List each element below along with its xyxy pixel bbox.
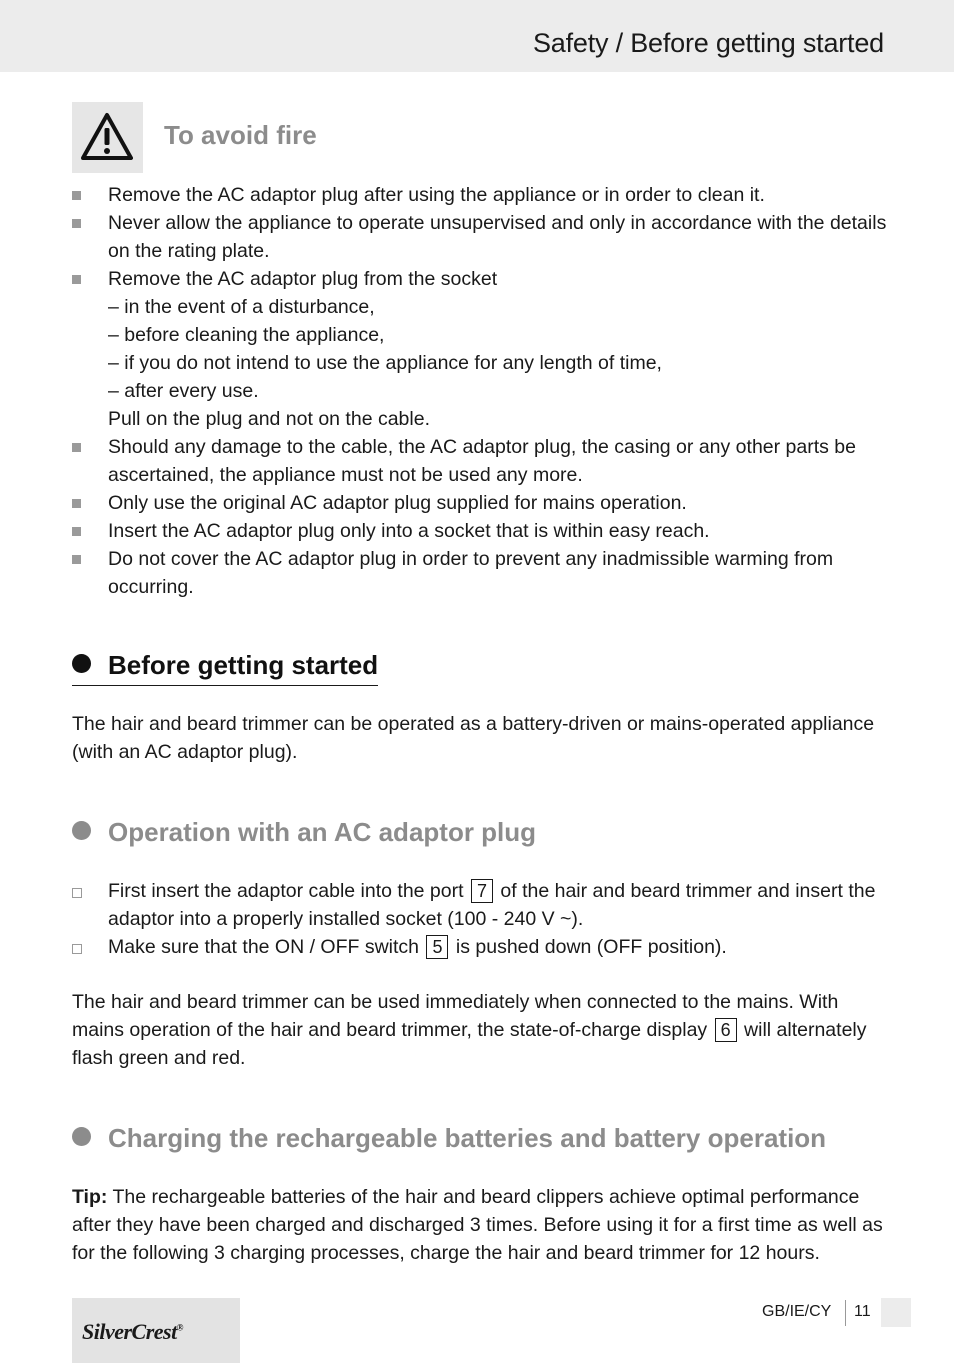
bullet-square-icon (72, 499, 81, 508)
ac-steps-container (72, 877, 892, 961)
part-ref-badge: 7 (471, 879, 493, 903)
page-header-title: Safety / Before getting started (532, 28, 884, 58)
bullet-square-icon (72, 275, 81, 284)
list-item: Make sure that the ON / OFF switch 5 is pushed down (OFF position). (72, 933, 892, 961)
part-ref-badge: 6 (715, 1018, 737, 1042)
bullet-dot-icon (72, 821, 91, 840)
bullet-square-icon (72, 443, 81, 452)
list-item: Remove the AC adaptor plug after using the appliance or in order to clean it. (72, 181, 892, 209)
sub-item: – in the event of a disturbance, (108, 296, 375, 318)
list-item: Do not cover the AC adaptor plug in order to prevent any inadmissible warming from occurring. (72, 545, 892, 601)
fire-section-heading: To avoid fire (164, 120, 317, 150)
brand-logo-text: SilverCrest® (82, 1319, 183, 1344)
checkbox-square-icon (72, 944, 82, 954)
charging-section-heading: Charging the rechargeable batteries and battery operation (72, 1123, 826, 1154)
fire-bullet-list (72, 181, 892, 601)
page-number: 11 (854, 1303, 871, 1320)
list-item: Should any damage to the cable, the AC adaptor plug, the casing or any other parts be ascertained, the appliance must not be used any more. (72, 433, 892, 489)
sub-item: – after every use. (108, 380, 259, 402)
list-item: Never allow the appliance to operate unsupervised and only in accordance with the details on the rating plate. (72, 209, 892, 265)
bullet-dot-icon (72, 1127, 91, 1146)
ac-step-list (72, 877, 892, 961)
list-item: First insert the adaptor cable into the port 7 of the hair and beard trimmer and insert the adaptor into a properly installed socket (100 - 240 V ~). (72, 877, 892, 933)
bullet-square-icon (72, 219, 81, 228)
ac-section-body: The hair and beard trimmer can be used immediately when connected to the mains. With mains operation of the hair and beard trimmer, the state-of-charge display 6 will alternately flash green and red. (72, 991, 867, 1069)
part-ref-badge: 5 (426, 935, 448, 959)
bullet-square-icon (72, 555, 81, 564)
list-item: Only use the original AC adaptor plug supplied for mains operation. (72, 489, 892, 517)
list-item: Remove the AC adaptor plug from the socket – in the event of a disturbance, – before cleaning the appliance, – if you do not intend to use the appliance for any length of time, – after every use. Pull on the plug and not on the cable. (72, 265, 892, 433)
footer-tab-box (881, 1298, 911, 1327)
footer-divider (845, 1300, 846, 1326)
before-section-heading: Before getting started (72, 650, 378, 686)
footer-region-code: GB/IE/CY (762, 1303, 832, 1320)
sub-item: – if you do not intend to use the appliance for any length of time, (108, 352, 662, 374)
list-item: Insert the AC adaptor plug only into a socket that is within easy reach. (72, 517, 892, 545)
before-section-body: The hair and beard trimmer can be operated as a battery-driven or mains-operated appliance (with an AC adaptor plug). (72, 713, 875, 763)
tip-label: Tip: (72, 1186, 108, 1208)
warning-triangle-icon (81, 112, 133, 162)
ac-section-heading: Operation with an AC adaptor plug (72, 817, 536, 848)
bullet-square-icon (72, 191, 81, 200)
charging-tip: Tip: The rechargeable batteries of the hair and beard clippers achieve optimal performance after they have been charged and discharged 3 times. Before using it for a first time as well as for the following 3 charging processes, charge the hair and beard trimmer for 12 hours. (72, 1186, 883, 1264)
sub-item: – before cleaning the appliance, (108, 324, 385, 346)
fire-list-container (72, 181, 892, 601)
warning-box (72, 102, 143, 173)
bullet-dot-icon (72, 654, 91, 673)
sub-item-tail: Pull on the plug and not on the cable. (108, 408, 430, 430)
checkbox-square-icon (72, 888, 82, 898)
bullet-square-icon (72, 527, 81, 536)
brand-logo (72, 1298, 240, 1363)
